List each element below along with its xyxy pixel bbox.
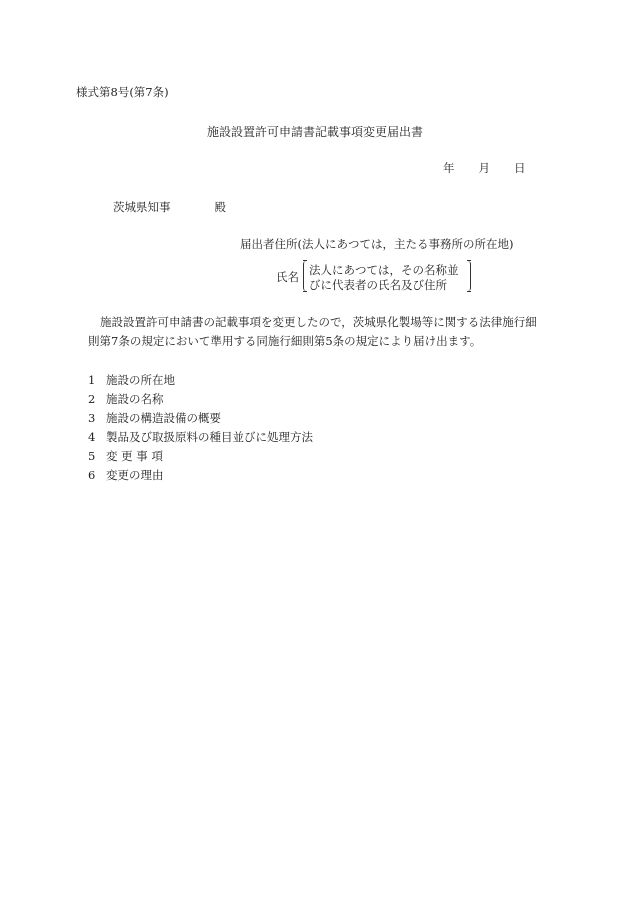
item-list	[88, 371, 313, 485]
item-number: 5	[88, 449, 96, 463]
body-line-2: 則第7条の規定において準用する同施行細則第5条の規定により届け出ます。	[88, 334, 482, 348]
applicant-address-label: 届出者住所(法人にあつては，主たる事務所の所在地)	[240, 237, 514, 251]
item-text: 施設の構造設備の概要	[106, 411, 221, 425]
addressee	[113, 199, 226, 215]
name-note-bracket	[303, 261, 471, 291]
item-number: 6	[88, 468, 96, 482]
item-number: 2	[88, 392, 96, 406]
applicant-name-label: 氏名	[276, 270, 299, 284]
date-line	[443, 160, 526, 176]
list-item	[88, 371, 313, 390]
item-text: 製品及び取扱原料の種目並びに処理方法	[106, 430, 313, 444]
item-number: 4	[88, 430, 96, 444]
list-item	[88, 409, 313, 428]
item-text: 施設の所在地	[106, 373, 175, 387]
list-item	[88, 390, 313, 409]
item-number: 3	[88, 411, 96, 425]
list-item	[88, 466, 313, 485]
item-text: 施設の名称	[106, 392, 164, 406]
list-item	[88, 428, 313, 447]
date-day-label: 日	[514, 161, 526, 175]
item-text: 変更の理由	[106, 468, 164, 482]
addressee-honorific: 殿	[214, 200, 226, 214]
form-number: 様式第8号(第7条)	[76, 85, 169, 99]
body-line-1: 施設設置許可申請書の記載事項を変更したので，茨城県化製場等に関する法律施行細	[100, 315, 537, 329]
document-title: 施設設置許可申請書記載事項変更届出書	[207, 125, 424, 139]
list-item	[88, 447, 313, 466]
item-text: 変 更 事 項	[106, 449, 163, 463]
body-paragraph	[88, 313, 538, 351]
date-year-label: 年	[443, 161, 455, 175]
date-month-label: 月	[478, 161, 490, 175]
addressee-name: 茨城県知事	[113, 200, 171, 214]
name-note-line2: びに代表者の氏名及び住所	[309, 278, 447, 292]
name-note-line1: 法人にあつては，その名称並	[309, 263, 459, 277]
item-number: 1	[88, 373, 96, 387]
